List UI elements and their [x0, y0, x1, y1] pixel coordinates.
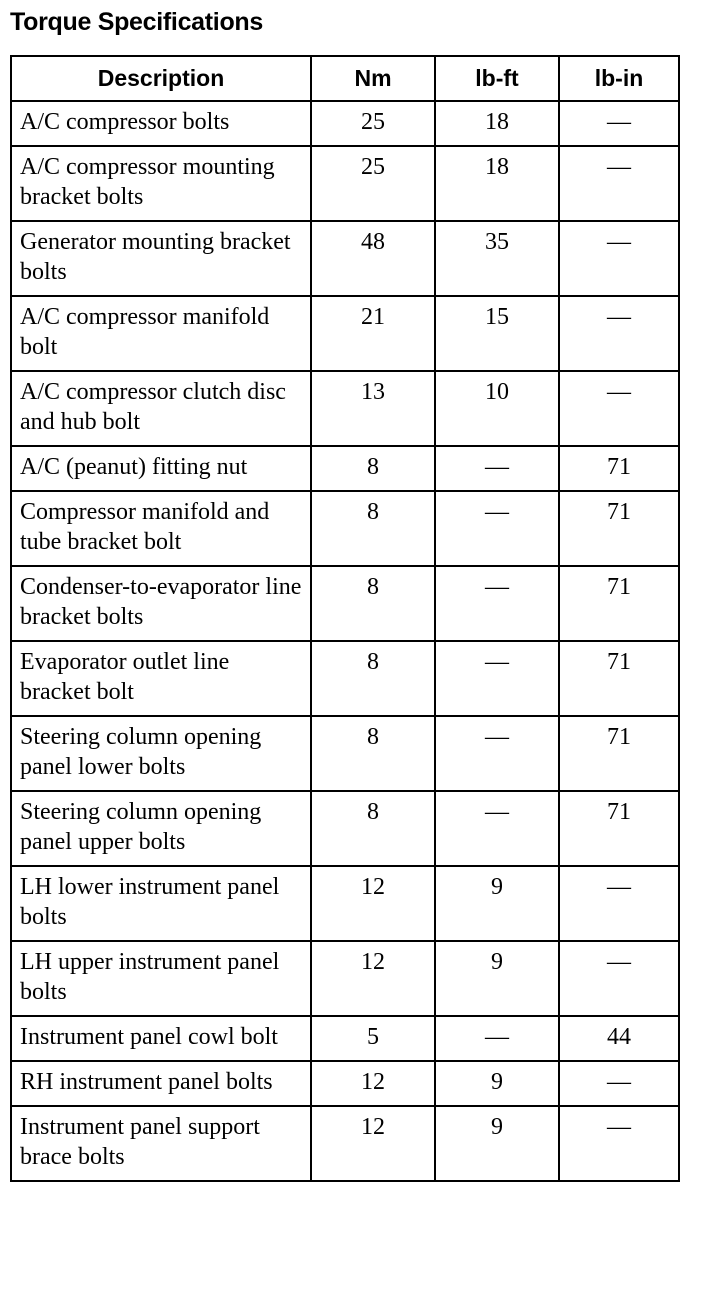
lb-in-cell: 71	[559, 491, 679, 566]
description-cell: LH upper instrument panel bolts	[11, 941, 311, 1016]
table-row	[11, 146, 679, 221]
table-row	[11, 101, 679, 146]
table-row	[11, 866, 679, 941]
description-cell: A/C compressor mounting bracket bolts	[11, 146, 311, 221]
description-cell: A/C (peanut) fitting nut	[11, 446, 311, 491]
description-cell: Steering column opening panel upper bolts	[11, 791, 311, 866]
lb-ft-cell: —	[435, 791, 559, 866]
table-row	[11, 296, 679, 371]
description-cell: Steering column opening panel lower bolts	[11, 716, 311, 791]
table-row	[11, 566, 679, 641]
lb-ft-cell: 9	[435, 941, 559, 1016]
torque-spec-table	[10, 55, 680, 1182]
table-row	[11, 1061, 679, 1106]
table-row	[11, 221, 679, 296]
lb-in-cell: 71	[559, 791, 679, 866]
table-row	[11, 716, 679, 791]
column-header-lb-ft: lb-ft	[435, 56, 559, 101]
nm-cell: 48	[311, 221, 435, 296]
table-row	[11, 941, 679, 1016]
nm-cell: 8	[311, 566, 435, 641]
table-row	[11, 1106, 679, 1181]
table-row	[11, 791, 679, 866]
lb-ft-cell: 10	[435, 371, 559, 446]
nm-cell: 25	[311, 101, 435, 146]
nm-cell: 8	[311, 446, 435, 491]
column-header-nm: Nm	[311, 56, 435, 101]
lb-ft-cell: 15	[435, 296, 559, 371]
lb-ft-cell: —	[435, 446, 559, 491]
description-cell: RH instrument panel bolts	[11, 1061, 311, 1106]
column-header-lb-in: lb-in	[559, 56, 679, 101]
nm-cell: 8	[311, 641, 435, 716]
lb-ft-cell: —	[435, 566, 559, 641]
nm-cell: 12	[311, 1106, 435, 1181]
lb-ft-cell: —	[435, 641, 559, 716]
nm-cell: 21	[311, 296, 435, 371]
table-row	[11, 491, 679, 566]
nm-cell: 13	[311, 371, 435, 446]
lb-ft-cell: —	[435, 1016, 559, 1061]
table-row	[11, 1016, 679, 1061]
lb-in-cell: 71	[559, 446, 679, 491]
description-cell: A/C compressor bolts	[11, 101, 311, 146]
description-cell: Instrument panel cowl bolt	[11, 1016, 311, 1061]
lb-ft-cell: —	[435, 491, 559, 566]
lb-in-cell: —	[559, 371, 679, 446]
lb-ft-cell: 9	[435, 1061, 559, 1106]
nm-cell: 12	[311, 941, 435, 1016]
nm-cell: 8	[311, 716, 435, 791]
lb-in-cell: 71	[559, 716, 679, 791]
column-header-description: Description	[11, 56, 311, 101]
table-row	[11, 371, 679, 446]
nm-cell: 5	[311, 1016, 435, 1061]
lb-in-cell: 71	[559, 566, 679, 641]
nm-cell: 8	[311, 791, 435, 866]
lb-in-cell: —	[559, 1061, 679, 1106]
nm-cell: 25	[311, 146, 435, 221]
header-row	[11, 56, 679, 101]
lb-in-cell: —	[559, 866, 679, 941]
lb-in-cell: —	[559, 941, 679, 1016]
description-cell: Instrument panel support brace bolts	[11, 1106, 311, 1181]
lb-in-cell: —	[559, 221, 679, 296]
nm-cell: 8	[311, 491, 435, 566]
lb-ft-cell: —	[435, 716, 559, 791]
table-row	[11, 641, 679, 716]
lb-ft-cell: 35	[435, 221, 559, 296]
lb-in-cell: —	[559, 1106, 679, 1181]
lb-in-cell: 71	[559, 641, 679, 716]
lb-ft-cell: 9	[435, 1106, 559, 1181]
lb-in-cell: 44	[559, 1016, 679, 1061]
lb-ft-cell: 9	[435, 866, 559, 941]
description-cell: Condenser-to-evaporator line bracket bolts	[11, 566, 311, 641]
table-row	[11, 446, 679, 491]
lb-in-cell: —	[559, 296, 679, 371]
lb-in-cell: —	[559, 146, 679, 221]
description-cell: A/C compressor clutch disc and hub bolt	[11, 371, 311, 446]
description-cell: Generator mounting bracket bolts	[11, 221, 311, 296]
nm-cell: 12	[311, 866, 435, 941]
description-cell: Compressor manifold and tube bracket bolt	[11, 491, 311, 566]
description-cell: A/C compressor manifold bolt	[11, 296, 311, 371]
lb-ft-cell: 18	[435, 101, 559, 146]
description-cell: Evaporator outlet line bracket bolt	[11, 641, 311, 716]
lb-in-cell: —	[559, 101, 679, 146]
nm-cell: 12	[311, 1061, 435, 1106]
lb-ft-cell: 18	[435, 146, 559, 221]
page-title: Torque Specifications	[10, 8, 264, 36]
description-cell: LH lower instrument panel bolts	[11, 866, 311, 941]
